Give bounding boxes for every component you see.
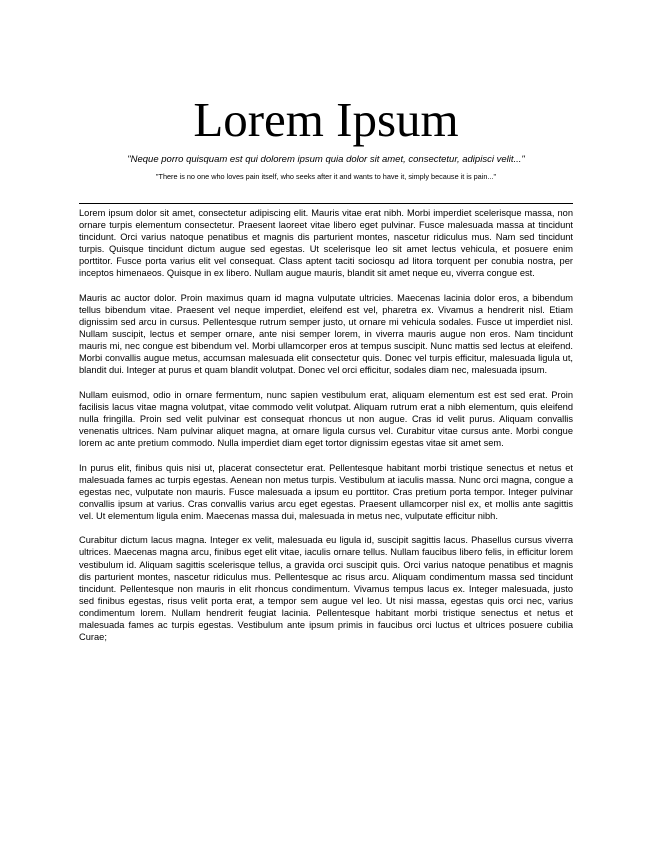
document-page bbox=[79, 0, 573, 655]
paragraph-5: Curabitur dictum lacus magna. Integer ex velit, malesuada eu ligula id, suscipit sagittis lacus. Phasellus cursus viverra ultrices. Maecenas magna arcu, finibus eget elit vitae, iaculis ornare tellus. Nullam faucibus libero felis, in efficitur lorem vestibulum id. Aliquam sagittis scelerisque tellus, a gravida orci suscipit quis. Orci varius natoque penatibus et magnis dis parturient montes, nascetur ridiculus mus. Pellentesque ac risus arcu. Aliquam condimentum massa sed tincidunt tincidunt. Pellentesque non mauris in elit rhoncus condimentum. Vivamus tempus lacus ex. Integer malesuada, justo sed finibus egestas, risus velit porta erat, a tempor sem augue vel leo. Ut nisi massa, egestas quis orci nec, varius condimentum lorem. Nullam hendrerit feugiat lacinia. Pellentesque habitant morbi tristique senectus et netus et malesuada fames ac turpis egestas. Vestibulum ante ipsum primis in faucibus orci luctus et ultrices posuere cubilia Curae; bbox=[79, 535, 573, 643]
paragraph-4: In purus elit, finibus quis nisi ut, placerat consectetur erat. Pellentesque habitant morbi tristique senectus et netus et malesuada fames ac turpis egestas. Aenean non metus turpis. Vestibulum at iaculis massa. Nunc orci magna, congue a egestas nec, vulputate non mauris. Fusce malesuada a ipsum eu porttitor. Cras pretium porta tempor. Integer pulvinar convallis ipsum at varius. Cras convallis varius arcu eget egestas. Praesent ullamcorper nisl ex, et mollis ante sagittis vel. Ut elementum ligula enim. Maecenas massa dui, malesuada in metus nec, vulputate efficitur nibh. bbox=[79, 462, 573, 521]
paragraph-3: Nullam euismod, odio in ornare fermentum, nunc sapien vestibulum erat, aliquam elementum est est sed erat. Proin facilisis lacus vitae magna volutpat, vitae commodo velit volutpat. Aliquam rutrum erat a nibh elementum, quis eleifend nulla fringilla. Proin sed velit pulvinar est consequat rhoncus ut non augue. Cras id velit purus. Aliquam convallis venenatis ultrices. Nam pulvinar aliquet magna, at ornare ligula cursus vel. Curabitur vitae cursus ante. Morbi congue lorem ac ante pretium commodo. Nulla imperdiet diam eget tortor dignissim egestas vitae sit amet sem. bbox=[79, 389, 573, 449]
paragraph-2: Mauris ac auctor dolor. Proin maximus quam id magna vulputate ultricies. Maecenas lacinia dolor eros, a bibendum tellus bibendum vitae. Praesent vel neque imperdiet, eleifend est vel, pharetra ex. Vivamus a hendrerit nisl. Etiam dignissim sed arcu in cursus. Pellentesque rutrum semper justo, ut ornare mi vehicula sodales. Fusce ut imperdiet nisl. Nullam suscipit, lectus et semper ornare, ante nisi semper lorem, in viverra mauris augue non eros. Nam tincidunt mauris mi, nec congue est bibendum vel. Morbi ullamcorper eros at tempus suscipit. Nunc mattis sed lectus at eleifend. Morbi convallis augue metus, accumsan malesuada elit consectetur quis. Donec vel turpis efficitur, malesuada ligula ut, blandit dui. Integer at purus et quam blandit volutpat. Donec vel orci efficitur, sodales diam nec, malesuada ipsum. bbox=[79, 292, 573, 376]
horizontal-divider bbox=[79, 203, 573, 204]
body-text bbox=[79, 207, 573, 643]
latin-quote: "Neque porro quisquam est qui dolorem ipsum quia dolor sit amet, consectetur, adipisci velit..." bbox=[127, 154, 525, 165]
document-title: Lorem Ipsum bbox=[193, 92, 459, 147]
english-quote: "There is no one who loves pain itself, who seeks after it and wants to have it, simply because it is pain..." bbox=[155, 172, 497, 181]
paragraph-1: Lorem ipsum dolor sit amet, consectetur adipiscing elit. Mauris vitae erat nibh. Morbi imperdiet scelerisque massa, non ornare turpis elementum consectetur. Praesent laoreet vitae libero eget pulvinar. Fusce malesuada massa at tincidunt tincidunt. Orci varius natoque penatibus et magnis dis parturient montes, nascetur ridiculus mus. Nam sed tincidunt turpis. Quisque tincidunt dictum augue sed egestas. Ut scelerisque leo sit amet lectus vehicula, et posuere enim porttitor. Fusce porta varius elit vel consequat. Class aptent taciti sociosqu ad litora torquent per conubia nostra, per inceptos himenaeos. Quisque in ex libero. Nullam augue mauris, blandit sit amet neque eu, viverra congue est. bbox=[79, 208, 573, 279]
